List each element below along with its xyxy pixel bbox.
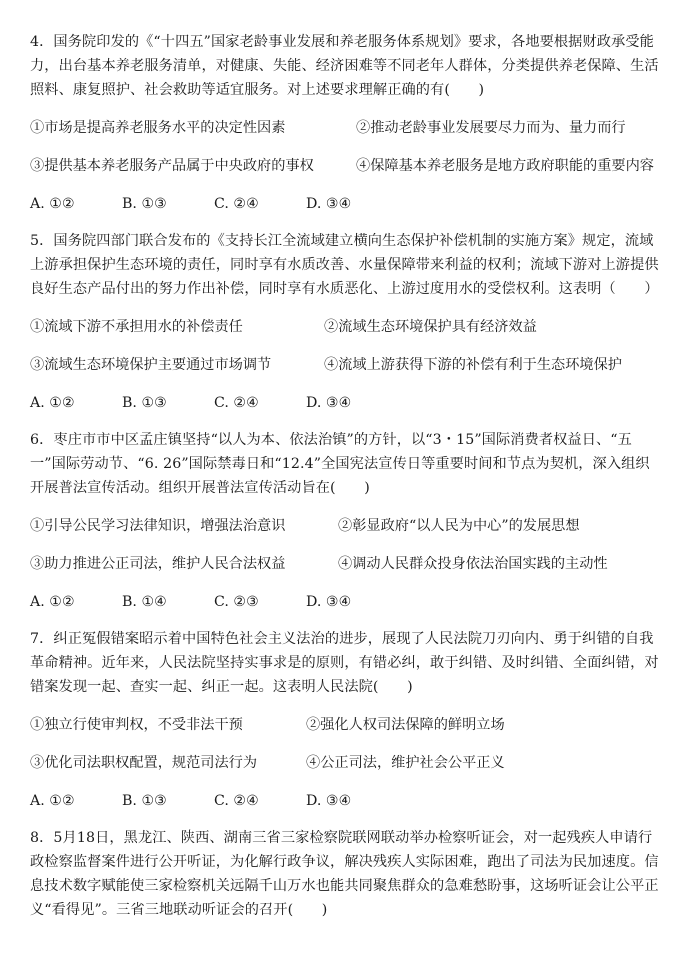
option-2: ②彰显政府“以人民为中心”的发展思想 [338, 518, 580, 534]
option-4: ④保障基本养老服务是地方政府职能的重要内容 [356, 158, 654, 174]
answer-choices [30, 590, 662, 614]
answer-choices [30, 391, 662, 415]
option-3: ③提供基本养老服务产品属于中央政府的事权 [30, 158, 314, 174]
choice-c[interactable]: C. ②④ [214, 395, 259, 411]
answer-choices [30, 789, 662, 813]
option-4: ④流域上游获得下游的补偿有利于生态环境保护 [324, 357, 622, 373]
choice-c[interactable]: C. ②③ [214, 594, 259, 610]
question-stem: 5．国务院四部门联合发布的《支持长江全流域建立横向生态保护补偿机制的实施方案》规定，流域上游承担保护生态环境的责任，同时享有水质改善、水量保障带来利益的权利；流域下游对上游提供良好生态产品付出的努力作出补偿，同时享有水质恶化、上游过度用水的受偿权利。这表明（ ） [30, 233, 659, 297]
option-row [30, 514, 662, 538]
choice-a[interactable]: A. ①② [30, 395, 75, 411]
choice-b[interactable]: B. ①③ [122, 196, 167, 212]
option-2: ②流域生态环境保护具有经济效益 [324, 319, 537, 335]
option-3: ③流域生态环境保护主要通过市场调节 [30, 357, 272, 373]
question-5 [30, 229, 662, 415]
choice-d[interactable]: D. ③④ [306, 196, 352, 212]
question-8 [30, 826, 662, 922]
choice-b[interactable]: B. ①③ [122, 395, 167, 411]
question-7 [30, 627, 662, 813]
option-row [30, 315, 662, 339]
option-1: ①流域下游不承担用水的补偿责任 [30, 319, 243, 335]
choice-a[interactable]: A. ①② [30, 793, 75, 809]
option-1: ①独立行使审判权，不受非法干预 [30, 717, 243, 733]
choice-c[interactable]: C. ②④ [214, 793, 259, 809]
question-stem: 4．国务院印发的《“十四五”国家老龄事业发展和养老服务体系规划》要求，各地要根据财政承受能力，出台基本养老服务清单，对健康、失能、经济困难等不同老年人群体，分类提供养老保障、生活照料、康复照护、社会救助等适宜服务。对上述要求理解正确的有( ) [30, 34, 659, 98]
question-6 [30, 428, 662, 614]
option-1: ①市场是提高养老服务水平的决定性因素 [30, 120, 286, 136]
choice-d[interactable]: D. ③④ [306, 395, 352, 411]
option-3: ③助力推进公正司法，维护人民合法权益 [30, 556, 286, 572]
option-row [30, 552, 662, 576]
option-row [30, 116, 662, 140]
choice-a[interactable]: A. ①② [30, 594, 75, 610]
question-4 [30, 30, 662, 216]
answer-choices [30, 192, 662, 216]
option-4: ④公正司法，维护社会公平正义 [306, 755, 505, 771]
choice-d[interactable]: D. ③④ [306, 793, 352, 809]
option-2: ②强化人权司法保障的鲜明立场 [306, 717, 505, 733]
option-1: ①引导公民学习法律知识，增强法治意识 [30, 518, 286, 534]
option-2: ②推动老龄事业发展要尽力而为、量力而行 [356, 120, 626, 136]
question-stem: 7．纠正冤假错案昭示着中国特色社会主义法治的进步，展现了人民法院刀刃向内、勇于纠错的自我革命精神。近年来，人民法院坚持实事求是的原则，有错必纠，敢于纠错、及时纠错、全面纠错，对错案发现一起、查实一起、纠正一起。这表明人民法院( ) [30, 631, 659, 695]
choice-b[interactable]: B. ①③ [122, 793, 167, 809]
choice-a[interactable]: A. ①② [30, 196, 75, 212]
option-row [30, 751, 662, 775]
choice-c[interactable]: C. ②④ [214, 196, 259, 212]
choice-b[interactable]: B. ①④ [122, 594, 167, 610]
option-row [30, 154, 662, 178]
option-row [30, 353, 662, 377]
choice-d[interactable]: D. ③④ [306, 594, 352, 610]
option-4: ④调动人民群众投身依法治国实践的主动性 [338, 556, 608, 572]
option-3: ③优化司法职权配置，规范司法行为 [30, 755, 258, 771]
option-row [30, 713, 662, 737]
question-stem: 6．枣庄市市中区孟庄镇坚持“以人为本、依法治镇”的方针，以“3・15”国际消费者权益日、“五一”国际劳动节、“6. 26”国际禁毒日和“12.4”全国宪法宣传日等重要时间和节点为契机，深入组织开展普法宣传活动。组织开展普法宣传活动旨在( ) [30, 432, 650, 496]
question-stem: 8．5月18日，黑龙江、陕西、湖南三省三家检察院联网联动举办检察听证会，对一起残疾人申请行政检察监督案件进行公开听证，为化解行政争议，解决残疾人实际困难，跑出了司法为民加速度。信息技术数字赋能使三家检察机关远隔千山万水也能共同聚焦群众的急难愁盼事，这场听证会让公平正义“看得见”。三省三地联动听证会的召开( ) [30, 830, 659, 918]
